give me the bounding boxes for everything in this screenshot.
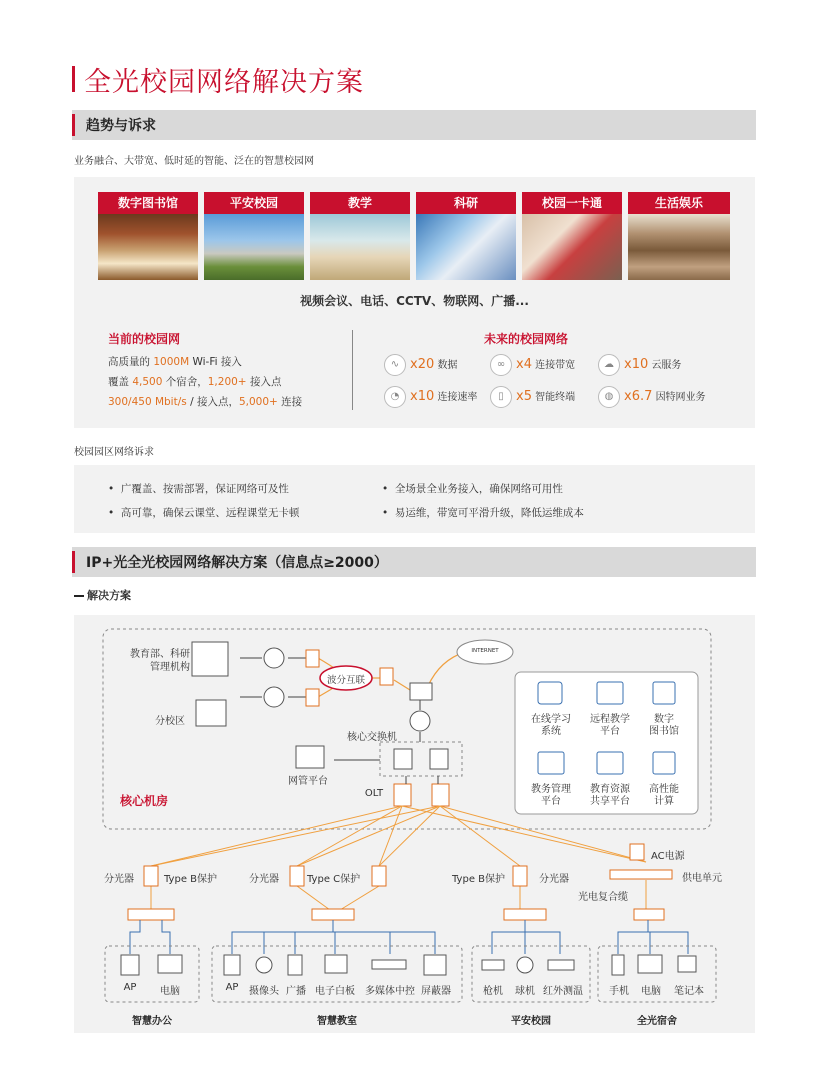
data-trend-icon: ∿ — [384, 354, 406, 376]
zone-label: 平安校园 — [511, 1016, 551, 1027]
org-label: 教育部、科研 管理机构 — [130, 649, 190, 673]
onu-icon — [634, 909, 664, 920]
power-unit-label: 供电单元 — [682, 873, 722, 884]
splitter-label: 分光器 — [539, 874, 569, 885]
router-icon — [264, 648, 284, 668]
stat-cloud: ☁ x10 云服务 — [598, 354, 681, 376]
stat-internet: ◍ x6.7 因特网业务 — [598, 386, 706, 408]
device-label: 球机 — [515, 986, 535, 997]
internet-label: INTERNET — [471, 648, 499, 654]
stat-speed: ◔ x10 连接速率 — [384, 386, 477, 408]
device-label: 电子白板 — [315, 986, 355, 997]
device-label: AP — [123, 982, 137, 993]
app-label: 教务管理 平台 — [531, 784, 571, 807]
app-icon — [653, 682, 675, 704]
switch-icon — [430, 749, 448, 769]
demands-title: 校园园区网络诉求 — [74, 447, 154, 458]
app-label: 教育资源 共享平台 — [590, 784, 630, 807]
current-line-1: 高质量的 1000M Wi-Fi 接入 — [108, 356, 242, 368]
zone-label: 智慧办公 — [132, 1016, 172, 1027]
photoelectric-cable-label: 光电复合缆 — [578, 892, 628, 903]
branch-label: 分校区 — [155, 716, 185, 727]
device-label: 摄像头 — [249, 986, 279, 997]
device-label: AP — [225, 982, 239, 993]
category-label: 科研 — [416, 192, 516, 214]
category-label: 教学 — [310, 192, 410, 214]
current-line-2: 覆盖 4,500 个宿舍，1,200+ 接入点 — [108, 376, 282, 388]
olt-label: OLT — [364, 788, 384, 799]
future-network-title: 未来的校园网络 — [484, 332, 569, 346]
category-label: 校园一卡通 — [522, 192, 622, 214]
app-icon — [538, 752, 564, 774]
nms-label: 网管平台 — [288, 776, 328, 787]
current-network-title: 当前的校园网 — [108, 332, 181, 346]
zone-label: 智慧教室 — [317, 1016, 357, 1027]
cloud-icon: ☁ — [598, 354, 620, 376]
services-text: 视频会议、电话、CCTV、物联网、广播... — [300, 294, 529, 308]
app-label: 数字 图书馆 — [649, 714, 679, 737]
demand-item: • 易运维，带宽可平滑升级，降低运维成本 — [382, 507, 584, 519]
stat-terminal: ▯ x5 智能终端 — [490, 386, 575, 408]
demand-item: • 广覆盖、按需部署，保证网络可及性 — [108, 483, 289, 495]
protection-label: Type B保护 — [164, 874, 218, 885]
stat-bandwidth: ∞ x4 连接带宽 — [490, 354, 575, 376]
app-icon — [538, 682, 562, 704]
power-unit-icon — [610, 870, 672, 879]
switch-icon — [394, 749, 412, 769]
splitter-icon — [513, 866, 527, 886]
link-icon: ∞ — [490, 354, 512, 376]
section-title: IP+光全光校园网络解决方案（信息点≥2000） — [86, 555, 388, 571]
monitor-icon — [296, 746, 324, 768]
wdm-device-icon — [306, 650, 319, 667]
page-title: 全光校园网络解决方案 — [84, 67, 364, 98]
protection-label: Type C保护 — [307, 874, 361, 885]
app-icon — [597, 752, 623, 774]
stat-data: ∿ x20 数据 — [384, 354, 457, 376]
trends-subtitle: 业务融合、大带宽、低时延的智能、泛在的智慧校园网 — [74, 156, 314, 167]
device-label: 枪机 — [483, 986, 503, 997]
app-label: 在线学习 系统 — [531, 714, 571, 737]
ac-power-icon — [630, 844, 644, 860]
core-switch-label: 核心交换机 — [347, 732, 397, 743]
splitter-icon — [144, 866, 158, 886]
zone-label: 全光宿舍 — [637, 1016, 677, 1027]
app-label: 高性能 计算 — [649, 784, 679, 807]
core-room-label: 核心机房 — [120, 794, 169, 808]
demand-item: • 全场景全业务接入，确保网络可用性 — [382, 483, 563, 495]
router-icon — [410, 711, 430, 731]
splitter-label: 分光器 — [249, 874, 279, 885]
device-label: 手机 — [609, 986, 629, 997]
app-label: 远程教学 平台 — [590, 714, 630, 737]
speedometer-icon: ◔ — [384, 386, 406, 408]
ac-power-label: AC电源 — [651, 851, 685, 862]
onu-icon — [504, 909, 546, 920]
firewall-icon — [410, 683, 432, 700]
wdm-device-icon — [306, 689, 319, 706]
globe-icon: ◍ — [598, 386, 620, 408]
app-icon — [653, 752, 675, 774]
wdm-device-icon — [380, 668, 393, 685]
building-icon — [196, 700, 226, 726]
onu-icon — [312, 909, 354, 920]
splitter-label: 分光器 — [104, 874, 134, 885]
olt-icon — [432, 784, 449, 806]
device-label: 电脑 — [641, 986, 661, 997]
protection-label: Type B保护 — [452, 874, 506, 885]
olt-icon — [394, 784, 411, 806]
device-label: 笔记本 — [674, 986, 704, 997]
splitter-icon — [290, 866, 304, 886]
device-label: 红外测温 — [543, 986, 583, 997]
demand-item: • 高可靠，确保云课堂、远程课堂无卡顿 — [108, 507, 300, 519]
device-label: 广播 — [286, 986, 306, 997]
app-icon — [597, 682, 623, 704]
category-label: 生活娱乐 — [628, 192, 730, 214]
category-label: 平安校园 — [204, 192, 304, 214]
onu-icon — [128, 909, 174, 920]
wdm-label: 波分互联 — [326, 675, 365, 686]
building-icon — [192, 642, 228, 676]
solution-subheading: 解决方案 — [74, 587, 131, 603]
core-switch-boundary — [380, 742, 462, 776]
router-icon — [264, 687, 284, 707]
device-label: 屏蔽器 — [421, 986, 451, 997]
device-label: 电脑 — [160, 986, 180, 997]
section-title: 趋势与诉求 — [86, 118, 156, 134]
current-line-3: 300/450 Mbit/s / 接入点，5,000+ 连接 — [108, 396, 303, 408]
phone-icon: ▯ — [490, 386, 512, 408]
splitter-icon — [372, 866, 386, 886]
device-label: 多媒体中控 — [365, 986, 415, 997]
category-label: 数字图书馆 — [98, 192, 198, 214]
